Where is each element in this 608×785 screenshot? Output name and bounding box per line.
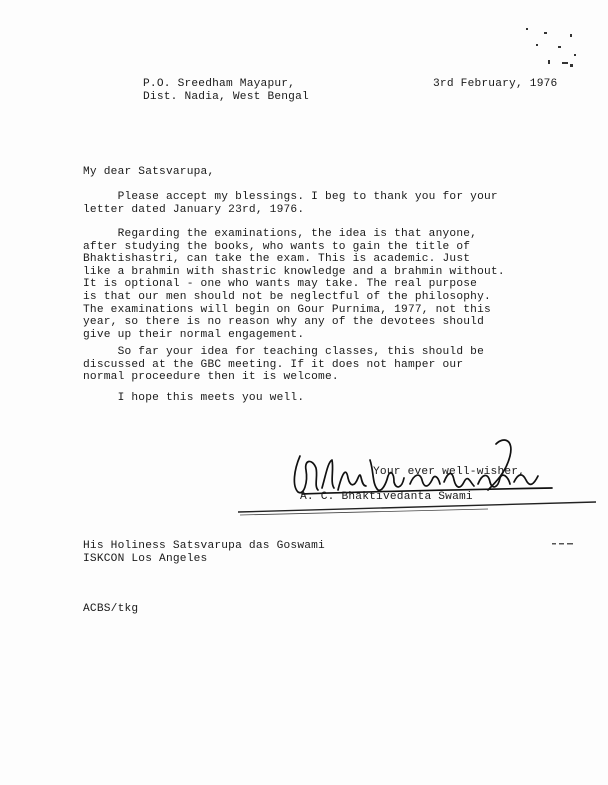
text-line: So far your idea for teaching classes, this should be — [83, 346, 484, 358]
text-line: Bhaktishastri, can take the exam. This is academic. Just — [83, 253, 471, 266]
text-line: discussed at the GBC meeting. If it does not hamper our — [83, 358, 464, 371]
text-line: Please accept my blessings. I beg to thank you for your — [83, 191, 498, 203]
text-line: It is optional - one who wants may take. The real purpose — [83, 278, 478, 291]
signature-underline — [238, 500, 598, 518]
sender-address-line1: P.O. Sreedham Mayapur, — [143, 78, 296, 90]
sender-address-line2: Dist. Nadia, West Bengal — [143, 91, 309, 103]
text-line: I hope this meets you well. — [83, 392, 305, 404]
salutation: My dear Satsvarupa, — [83, 166, 215, 178]
scan-mark — [552, 540, 582, 548]
text-line: like a brahmin with shastric knowledge and a brahmin without. — [83, 265, 505, 278]
letter-date: 3rd February, 1976 — [433, 78, 558, 90]
paragraph-3 — [83, 346, 484, 384]
closing-phrase: Your ever well-wisher, — [373, 466, 526, 478]
recipient-line2: ISKCON Los Angeles — [83, 553, 208, 565]
text-line: after studying the books, who wants to gain the title of — [83, 240, 471, 253]
typist-initials: ACBS/tkg — [83, 603, 139, 615]
paragraph-2 — [83, 228, 505, 341]
paragraph-1 — [83, 191, 498, 216]
text-line: Regarding the examinations, the idea is that anyone, — [83, 228, 478, 240]
scan-specks — [518, 24, 588, 74]
text-line: give up their normal engagement. — [83, 328, 305, 341]
signer-name: A. C. Bhaktivedanta Swami — [300, 491, 473, 503]
text-line: year, so there is no reason why any of the devotees should — [83, 316, 484, 329]
recipient-line1: His Holiness Satsvarupa das Goswami — [83, 540, 325, 552]
text-line: The examinations will begin on Gour Purnima, 1977, not this — [83, 303, 491, 316]
text-line: normal proceedure then it is welcome. — [83, 371, 339, 384]
text-line: letter dated January 23rd, 1976. — [83, 203, 305, 216]
paragraph-4 — [83, 392, 304, 405]
text-line: is that our men should not be neglectful of the philosophy. — [83, 290, 491, 303]
